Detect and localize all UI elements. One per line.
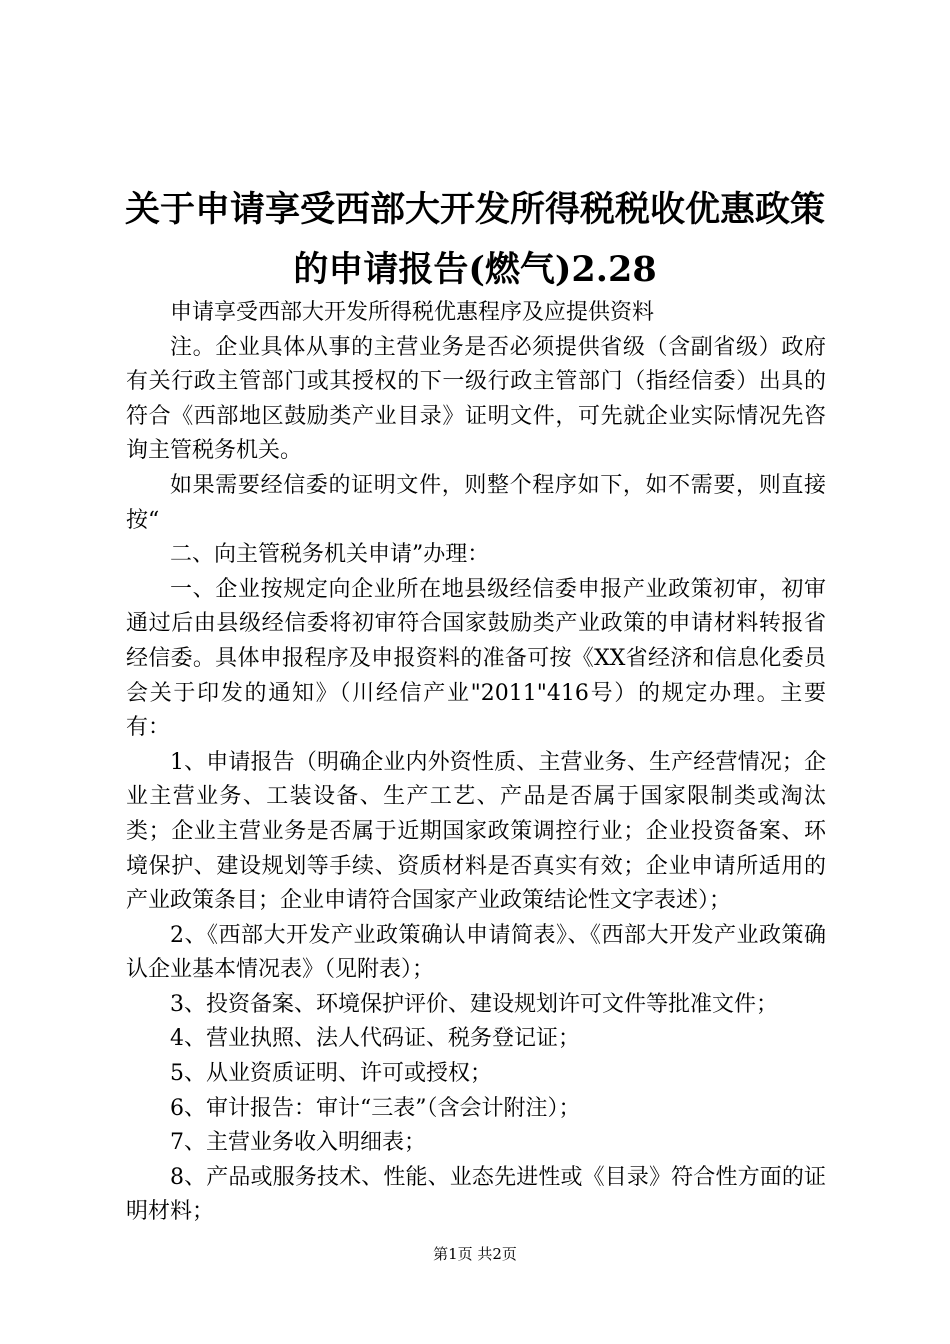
list-item-3: 3、投资备案、环境保护评价、建设规划许可文件等批准文件； bbox=[170, 991, 778, 1017]
document-title-line1: 关于申请享受西部大开发所得税税收优惠政策 bbox=[124, 189, 825, 230]
list-item-7: 7、主营业务收入明细表； bbox=[170, 1130, 426, 1156]
document-body bbox=[126, 296, 826, 1230]
list-item-8: 8、产品或服务技术、性能、业态先进性或《目录》符合性方面的证明材料； bbox=[126, 1164, 826, 1225]
list-item-1: 1、申请报告（明确企业内外资性质、主营业务、生产经营情况；企业主营业务、工装设备、生产工艺、产品是否属于国家限制类或淘汰类；企业主营业务是否属于近期国家政策调控行业；企业投资备案、环境保护、建设规划等手续、资质材料是否真实有效；企业申请所适用的产业政策条目；企业申请符合国家产业政策结论性文字表述）； bbox=[126, 749, 826, 914]
paragraph-section-two: 二、向主管税务机关申请”办理： bbox=[170, 542, 490, 568]
paragraph-heading: 申请享受西部大开发所得税优惠程序及应提供资料 bbox=[170, 300, 655, 325]
paragraph-procedure-intro: 如果需要经信委的证明文件，则整个程序如下，如不需要，则直接按“ bbox=[126, 472, 826, 533]
list-item-4: 4、营业执照、法人代码证、税务登记证； bbox=[170, 1026, 580, 1052]
document-title-line2: 的申请报告(燃气)2.28 bbox=[293, 249, 657, 290]
paragraph-section-one: 一、企业按规定向企业所在地县级经信委申报产业政策初审，初审通过后由县级经信委将初审符合国家鼓励类产业政策的申请材料转报省经信委。具体申报程序及申报资料的准备可按《XX省经济和信息化委员会关于印发的通知》（川经信产业"2011"416号）的规定办理。主要有： bbox=[126, 576, 826, 741]
paragraph-note: 注。企业具体从事的主营业务是否必须提供省级（含副省级）政府有关行政主管部门或其授权的下一级行政主管部门（指经信委）出具的符合《西部地区鼓励类产业目录》证明文件，可先就企业实际情况先咨询主管税务机关。 bbox=[126, 334, 826, 464]
list-item-6: 6、审计报告：审计“三表”（含会计附注）； bbox=[170, 1095, 581, 1121]
list-item-5: 5、从业资质证明、许可或授权； bbox=[170, 1061, 492, 1087]
page-number-footer: 第1页 共2页 bbox=[433, 1245, 517, 1263]
list-item-2: 2、《西部大开发产业政策确认申请简表》、《西部大开发产业政策确认企业基本情况表》（见附表）； bbox=[126, 922, 826, 983]
